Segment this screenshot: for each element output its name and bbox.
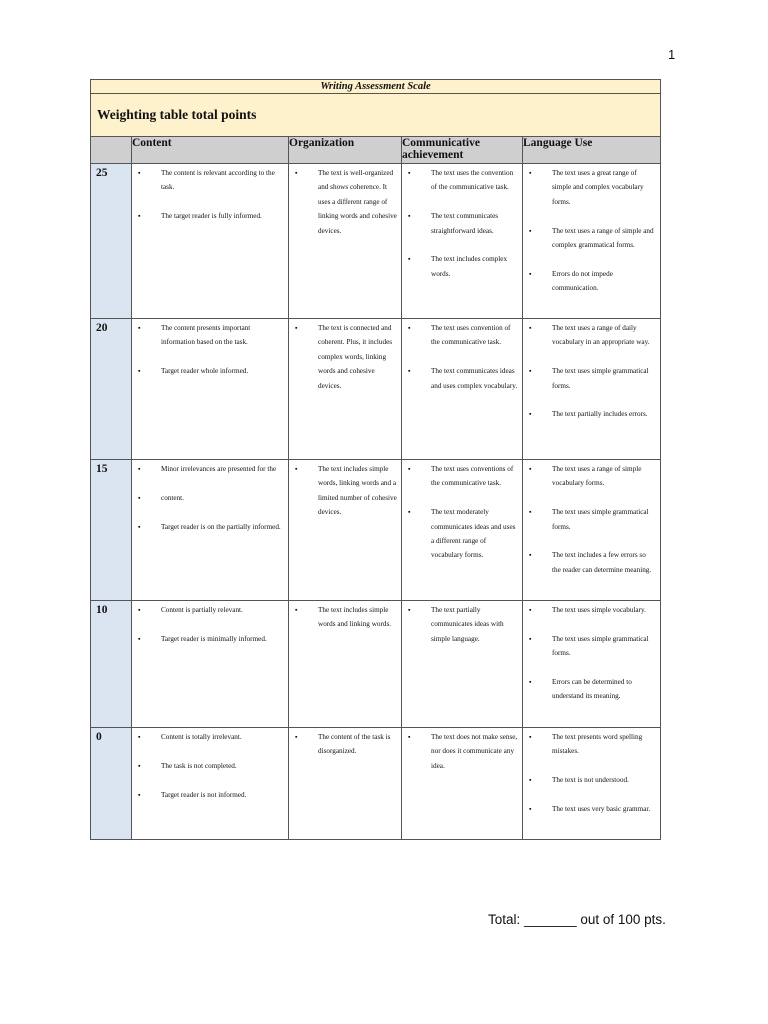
bullet-icon: ▪ — [295, 733, 298, 741]
criteria-text: The text partially includes errors. — [552, 410, 648, 419]
bullet-icon: ▪ — [408, 606, 411, 614]
list-item — [408, 603, 518, 646]
content-criteria-cell — [132, 601, 289, 728]
list-item — [529, 267, 656, 296]
bullet-icon: ▪ — [138, 493, 141, 502]
criteria-text: The text uses simple grammatical forms. — [552, 508, 649, 531]
list-item — [408, 505, 518, 563]
criteria-text: The text uses simple grammatical forms. — [552, 367, 649, 390]
criteria-list — [295, 321, 397, 393]
list-item — [408, 321, 518, 350]
criteria-text: Content is partially relevant. — [161, 606, 243, 614]
bullet-icon: ▪ — [295, 324, 298, 332]
criteria-text: Content is totally irrelevant. — [161, 733, 242, 741]
criteria-list — [295, 603, 397, 632]
bullet-icon: ▪ — [408, 508, 411, 517]
criteria-list — [408, 730, 518, 773]
list-item — [529, 675, 656, 704]
list-item — [529, 632, 656, 661]
criteria-text: content. — [161, 493, 184, 502]
criteria-text: The text uses a range of daily vocabulary in an appropriate way. — [552, 324, 650, 347]
communicative-criteria-cell — [402, 460, 523, 601]
table-row — [91, 164, 661, 319]
table-row — [91, 601, 661, 728]
criteria-text: The text is connected and coherent. Plus, it includes complex words, linking words and cohesive devices. — [318, 324, 393, 390]
criteria-text: The text partially communicates ideas with simple language. — [431, 606, 504, 643]
bullet-icon: ▪ — [138, 212, 141, 221]
criteria-list — [138, 462, 284, 534]
criteria-list — [295, 166, 397, 238]
bullet-icon: ▪ — [138, 465, 141, 473]
organization-criteria-cell — [289, 164, 402, 319]
criteria-text: Minor irrelevances are presented for the — [161, 465, 277, 473]
list-item — [529, 166, 656, 209]
criteria-text: The text does not make sense, nor does it communicate any idea. — [431, 733, 518, 770]
header-language-use: Language Use — [523, 137, 661, 164]
bullet-icon: ▪ — [295, 465, 298, 473]
list-item — [408, 166, 518, 195]
criteria-list — [295, 462, 397, 520]
organization-criteria-cell — [289, 601, 402, 728]
list-item — [408, 209, 518, 238]
criteria-list — [138, 603, 284, 646]
bullet-icon: ▪ — [529, 805, 532, 813]
bullet-icon: ▪ — [138, 367, 141, 376]
list-item — [408, 252, 518, 281]
list-item — [529, 224, 656, 253]
bullet-icon: ▪ — [529, 226, 532, 235]
list-item — [295, 321, 397, 393]
list-item — [138, 520, 284, 534]
criteria-list — [529, 166, 656, 296]
criteria-text: Target reader is on the partially informed. — [161, 522, 281, 531]
bullet-icon: ▪ — [138, 522, 141, 531]
bullet-icon: ▪ — [138, 790, 141, 799]
criteria-list — [529, 321, 656, 422]
criteria-text: The text includes a few errors so the reader can determine meaning. — [552, 551, 652, 574]
bullet-icon: ▪ — [529, 324, 532, 332]
score-cell: 15 — [91, 460, 132, 601]
criteria-text: The text uses a range of simple vocabulary forms. — [552, 465, 642, 488]
list-item — [138, 632, 284, 646]
header-organization: Organization — [289, 137, 402, 164]
table-title: Writing Assessment Scale — [91, 80, 661, 94]
bullet-icon: ▪ — [529, 269, 532, 278]
organization-criteria-cell — [289, 728, 402, 840]
criteria-text: The text uses a great range of simple and complex vocabulary forms. — [552, 169, 644, 206]
criteria-text: The text is well-organized and shows coherence. It uses a different range of linking words and cohesive devices. — [318, 169, 397, 235]
criteria-text: The text uses very basic grammar. — [552, 805, 651, 813]
bullet-icon: ▪ — [529, 776, 532, 785]
list-item — [529, 603, 656, 617]
bullet-icon: ▪ — [295, 606, 298, 614]
bullet-icon: ▪ — [408, 465, 411, 473]
bullet-icon: ▪ — [138, 733, 141, 741]
assessment-rubric-table — [90, 79, 661, 840]
bullet-icon: ▪ — [529, 634, 532, 643]
header-content: Content — [132, 137, 289, 164]
table-row — [91, 728, 661, 840]
bullet-icon: ▪ — [408, 255, 411, 264]
list-item — [408, 364, 518, 393]
language-criteria-cell — [523, 460, 661, 601]
list-item — [138, 166, 284, 195]
criteria-text: The text uses simple grammatical forms. — [552, 634, 649, 658]
list-item — [295, 462, 397, 520]
score-cell: 0 — [91, 728, 132, 840]
bullet-icon: ▪ — [529, 367, 532, 376]
criteria-text: The text uses simple vocabulary. — [552, 606, 646, 614]
bullet-icon: ▪ — [138, 169, 141, 177]
list-item — [529, 773, 656, 787]
bullet-icon: ▪ — [408, 367, 411, 376]
total-score-line: Total: _______ out of 100 pts. — [488, 912, 666, 927]
communicative-criteria-cell — [402, 601, 523, 728]
list-item — [138, 788, 284, 802]
content-criteria-cell — [132, 164, 289, 319]
criteria-text: Errors do not impede communication. — [552, 269, 613, 293]
criteria-list — [408, 462, 518, 563]
table-row — [91, 460, 661, 601]
criteria-text: The text communicates ideas and uses complex vocabulary. — [431, 367, 518, 390]
language-criteria-cell — [523, 728, 661, 840]
header-row — [91, 137, 661, 164]
score-cell: 20 — [91, 319, 132, 460]
bullet-icon: ▪ — [408, 212, 411, 221]
criteria-text: Target reader whole informed. — [161, 367, 249, 376]
list-item — [408, 730, 518, 773]
header-corner — [91, 137, 132, 164]
criteria-text: The task is not completed. — [161, 761, 237, 770]
list-item — [529, 730, 656, 759]
criteria-text: Target reader is minimally informed. — [161, 634, 267, 643]
criteria-text: The text moderately communicates ideas and uses a different range of vocabulary forms. — [431, 508, 516, 560]
criteria-list — [529, 462, 656, 577]
bullet-icon: ▪ — [529, 551, 532, 560]
list-item — [138, 364, 284, 378]
list-item — [529, 321, 656, 350]
criteria-list — [408, 166, 518, 281]
criteria-list — [408, 321, 518, 393]
criteria-text: The text uses conventions of the communicative task. — [431, 465, 514, 488]
list-item — [529, 462, 656, 491]
bullet-icon: ▪ — [408, 324, 411, 332]
content-criteria-cell — [132, 319, 289, 460]
list-item — [295, 166, 397, 238]
header-communicative-achievement: Communicative achievement — [402, 137, 523, 164]
bullet-icon: ▪ — [529, 606, 532, 614]
page-number: 1 — [668, 47, 676, 62]
list-item — [295, 730, 397, 759]
organization-criteria-cell — [289, 460, 402, 601]
criteria-text: The content presents important information based on the task. — [161, 324, 251, 347]
language-criteria-cell — [523, 164, 661, 319]
bullet-icon: ▪ — [529, 678, 532, 686]
score-cell: 10 — [91, 601, 132, 728]
list-item — [408, 462, 518, 491]
table-row — [91, 319, 661, 460]
criteria-text: The content is relevant according to the task. — [161, 169, 275, 192]
list-item — [138, 603, 284, 617]
criteria-list — [529, 603, 656, 704]
criteria-list — [138, 166, 284, 224]
bullet-icon: ▪ — [138, 634, 141, 643]
bullet-icon: ▪ — [529, 508, 532, 517]
criteria-text: The text uses a range of simple and complex grammatical forms. — [552, 226, 654, 250]
criteria-text: Errors can be determined to understand its meaning. — [552, 678, 632, 701]
list-item — [529, 364, 656, 393]
bullet-icon: ▪ — [138, 761, 141, 770]
content-criteria-cell — [132, 728, 289, 840]
table-subtitle: Weighting table total points — [91, 94, 661, 137]
criteria-text: The text includes complex words. — [431, 255, 508, 278]
criteria-text: The target reader is fully informed. — [161, 212, 262, 221]
language-criteria-cell — [523, 601, 661, 728]
communicative-criteria-cell — [402, 728, 523, 840]
bullet-icon: ▪ — [529, 410, 532, 419]
bullet-icon: ▪ — [529, 465, 532, 473]
criteria-list — [138, 730, 284, 802]
list-item — [138, 321, 284, 350]
criteria-text: The text uses convention of the communicative task. — [431, 324, 511, 347]
criteria-text: The text presents word spelling mistakes. — [552, 733, 643, 756]
criteria-list — [295, 730, 397, 759]
list-item — [138, 491, 284, 505]
criteria-list — [138, 321, 284, 379]
list-item — [138, 759, 284, 773]
list-item — [529, 407, 656, 421]
list-item — [529, 505, 656, 534]
list-item — [138, 462, 284, 476]
rubric-body — [91, 164, 661, 840]
bullet-icon: ▪ — [529, 733, 532, 741]
criteria-list — [408, 603, 518, 646]
criteria-text: The text communicates straightforward ideas. — [431, 212, 499, 235]
bullet-icon: ▪ — [408, 733, 411, 741]
bullet-icon: ▪ — [529, 169, 532, 177]
criteria-text: The text is not understood. — [552, 776, 629, 785]
score-cell: 25 — [91, 164, 132, 319]
bullet-icon: ▪ — [138, 606, 141, 614]
list-item — [529, 548, 656, 577]
communicative-criteria-cell — [402, 319, 523, 460]
criteria-text: Target reader is not informed. — [161, 790, 247, 799]
language-criteria-cell — [523, 319, 661, 460]
list-item — [138, 209, 284, 223]
bullet-icon: ▪ — [138, 324, 141, 332]
communicative-criteria-cell — [402, 164, 523, 319]
criteria-text: The text uses the convention of the communicative task. — [431, 169, 514, 192]
bullet-icon: ▪ — [408, 169, 411, 177]
criteria-text: The text includes simple words and linking words. — [318, 606, 392, 629]
criteria-text: The content of the task is disorganized. — [318, 733, 391, 756]
organization-criteria-cell — [289, 319, 402, 460]
content-criteria-cell — [132, 460, 289, 601]
list-item — [529, 802, 656, 816]
criteria-text: The text includes simple words, linking words and a limited number of cohesive devices. — [318, 465, 397, 517]
list-item — [295, 603, 397, 632]
bullet-icon: ▪ — [295, 169, 298, 177]
criteria-list — [529, 730, 656, 816]
list-item — [138, 730, 284, 744]
